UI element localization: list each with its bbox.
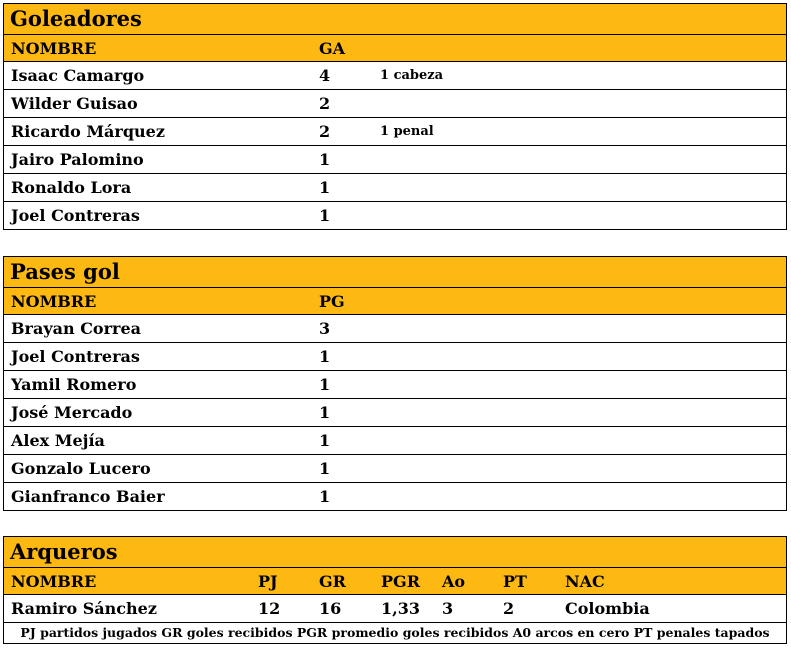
arqueros-col-gr: GR bbox=[319, 571, 346, 591]
arqueros-col-ao: Ao bbox=[442, 571, 466, 591]
stat-note: 1 cabeza bbox=[380, 68, 444, 83]
arqueros-col-pt: PT bbox=[503, 571, 527, 591]
arquero-nac: Colombia bbox=[565, 599, 650, 618]
table-row bbox=[4, 62, 786, 90]
table-row bbox=[4, 595, 786, 622]
table-row bbox=[4, 455, 786, 483]
goleadores-col-name: NOMBRE bbox=[11, 38, 97, 58]
table-row bbox=[4, 399, 786, 427]
stat-value: 1 bbox=[319, 178, 331, 197]
goleadores-title: Goleadores bbox=[4, 4, 786, 35]
player-name: Joel Contreras bbox=[11, 347, 140, 366]
table-row bbox=[4, 118, 786, 146]
arqueros-header-row bbox=[4, 568, 786, 595]
arqueros-col-name: NOMBRE bbox=[11, 571, 97, 591]
arquero-name: Ramiro Sánchez bbox=[11, 599, 157, 618]
table-row bbox=[4, 427, 786, 455]
player-name: Isaac Camargo bbox=[11, 66, 145, 85]
table-row bbox=[4, 371, 786, 399]
arqueros-table bbox=[3, 536, 787, 644]
goleadores-header-row bbox=[4, 35, 786, 62]
stat-value: 1 bbox=[319, 347, 331, 366]
arqueros-col-nac: NAC bbox=[565, 571, 605, 591]
stat-value: 1 bbox=[319, 487, 331, 506]
pases-gol-header-row bbox=[4, 288, 786, 315]
player-name: José Mercado bbox=[11, 403, 133, 422]
arqueros-col-pgr: PGR bbox=[381, 571, 420, 591]
table-row bbox=[4, 146, 786, 174]
stat-value: 1 bbox=[319, 459, 331, 478]
player-name: Gianfranco Baier bbox=[11, 487, 165, 506]
arquero-gr: 16 bbox=[319, 599, 342, 618]
stat-value: 1 bbox=[319, 150, 331, 169]
player-name: Ricardo Márquez bbox=[11, 122, 165, 141]
player-name: Jairo Palomino bbox=[11, 150, 144, 169]
table-row bbox=[4, 90, 786, 118]
pases-col-pg: PG bbox=[319, 291, 345, 311]
stat-value: 2 bbox=[319, 122, 331, 141]
arquero-pj: 12 bbox=[258, 599, 281, 618]
arqueros-col-pj: PJ bbox=[258, 571, 278, 591]
stat-note: 1 penal bbox=[380, 124, 434, 139]
goleadores-table bbox=[3, 3, 787, 230]
arquero-pt: 2 bbox=[503, 599, 515, 618]
stat-value: 1 bbox=[319, 403, 331, 422]
player-name: Joel Contreras bbox=[11, 206, 140, 225]
player-name: Alex Mejía bbox=[11, 431, 105, 450]
player-name: Wilder Guisao bbox=[11, 94, 138, 113]
stat-value: 1 bbox=[319, 431, 331, 450]
table-row bbox=[4, 202, 786, 229]
stat-value: 4 bbox=[319, 66, 331, 85]
arquero-ao: 3 bbox=[442, 599, 454, 618]
stat-value: 2 bbox=[319, 94, 331, 113]
arqueros-title: Arqueros bbox=[4, 537, 786, 568]
arqueros-footnote: PJ partidos jugados GR goles recibidos PGR promedio goles recibidos A0 arcos en cero PT penales tapados bbox=[4, 622, 786, 643]
player-name: Yamil Romero bbox=[11, 375, 137, 394]
pases-col-name: NOMBRE bbox=[11, 291, 97, 311]
table-row bbox=[4, 483, 786, 510]
player-name: Gonzalo Lucero bbox=[11, 459, 151, 478]
player-name: Ronaldo Lora bbox=[11, 178, 132, 197]
arquero-pgr: 1,33 bbox=[381, 599, 420, 618]
table-row bbox=[4, 174, 786, 202]
pases-gol-title: Pases gol bbox=[4, 257, 786, 288]
player-name: Brayan Correa bbox=[11, 319, 141, 338]
table-row bbox=[4, 343, 786, 371]
goleadores-col-ga: GA bbox=[319, 38, 346, 58]
stat-value: 1 bbox=[319, 206, 331, 225]
pases-gol-table bbox=[3, 256, 787, 511]
stat-value: 1 bbox=[319, 375, 331, 394]
table-row bbox=[4, 315, 786, 343]
stat-value: 3 bbox=[319, 319, 331, 338]
